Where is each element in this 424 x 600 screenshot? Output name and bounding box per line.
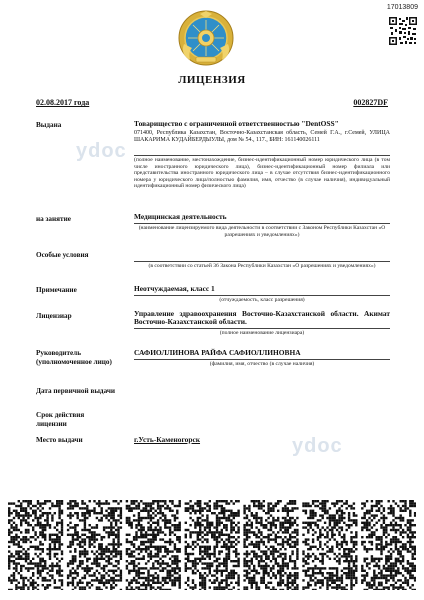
- activity-underline: [134, 223, 390, 224]
- remark-note: (отчуждаемость, класс разрешения): [219, 297, 305, 303]
- remark-label: Примечание: [36, 286, 77, 294]
- validity-label-sub: лицензии: [36, 420, 67, 428]
- special-conditions-underline: [134, 261, 390, 262]
- licensor-note: (полное наименование лицензиара): [219, 330, 305, 336]
- head-note: (фамилия, имя, отчество (в случае наличия): [209, 361, 315, 367]
- head-underline: [134, 359, 390, 360]
- remark-underline: [134, 295, 390, 296]
- place-label: Место выдачи: [36, 436, 83, 444]
- watermark: ydoc: [76, 140, 127, 162]
- barcode-band-icon: [8, 500, 416, 590]
- page-title: ЛИЦЕНЗИЯ: [178, 74, 246, 86]
- head-value: САФИОЛЛИНОВА РАЙФА САФИОЛЛИНОВНА: [134, 348, 301, 357]
- validity-label: Срок действия: [36, 411, 85, 419]
- head-label-sub: (уполномоченное лицо): [36, 358, 112, 366]
- company-address: 071400, Республика Казахстан, Восточно-Казахстанская область, Семей Г.А., г.Семей, УЛИЦА ШАКАРИМА КУДАЙБЕРДЫУЛЫ, дом № 54., 117., БИН: 161140026111: [134, 130, 390, 144]
- document-number: 17013809: [386, 4, 418, 11]
- qr-code-icon: [388, 16, 418, 46]
- issued-to-label: Выдана: [36, 121, 62, 129]
- license-number: 002827DF: [353, 98, 388, 107]
- special-conditions-note: (в соответствии со статьей 36 Закона Республики Казахстан «О разрешениях и уведомлениях»): [148, 263, 376, 269]
- issue-date: 02.08.2017 года: [36, 98, 90, 107]
- activity-label: на занятие: [36, 215, 71, 223]
- company-name: Товарищество с ограниченной ответственностью "DentOSS": [134, 119, 339, 128]
- watermark-2: ydoc: [292, 435, 343, 457]
- licensor-value: Управление здравоохранения Восточно-Казахстанской области. Акимат Восточно-Казахстанской области.: [134, 309, 390, 326]
- state-emblem-icon: [178, 10, 234, 66]
- remark-value: Неотчуждаемая, класс 1: [134, 284, 215, 293]
- head-label: Руководитель: [36, 349, 81, 357]
- activity-note: (наименование лицензируемого вида деятельности в соответствии с Законом Республики Казахстан «О разрешениях и уведомлениях»): [138, 225, 386, 238]
- special-conditions-label: Особые условия: [36, 251, 89, 259]
- licensor-label: Лицензиар: [36, 312, 72, 320]
- place-value: г.Усть-Каменогорск: [134, 435, 201, 444]
- first-issue-label: Дата первичной выдачи: [36, 387, 116, 395]
- address-underline: [134, 155, 390, 156]
- activity-value: Медицинская деятельность: [134, 212, 227, 221]
- licensor-underline: [134, 328, 390, 329]
- issued-to-note: (полное наименование, местонахождение, бизнес-идентификационный номер юридического лица (в том числе иностранного юридического лица), бизнес-идентификационный номер филиала или представительства иностранного юридического лица – в случае отсутствия бизнес-идентификационного номера у юридического лица/полностью фамилия, имя, отчество (в случае наличия), индивидуальный идентификационный номер физического лица): [134, 157, 390, 190]
